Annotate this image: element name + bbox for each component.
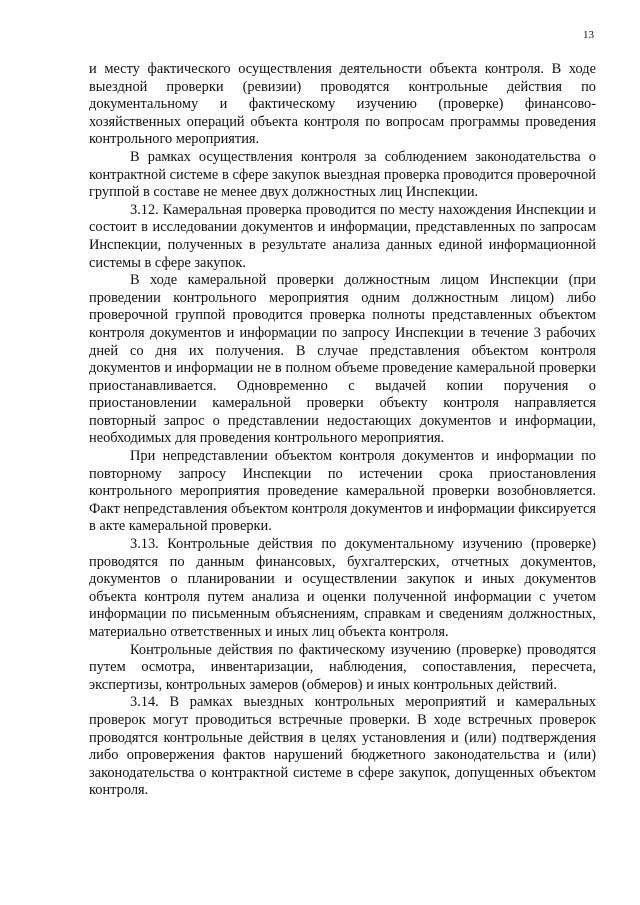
paragraph-4: В ходе камеральной проверки должностным лицом Инспекции (при проведении контрольного мероприятия одним должностным лицом) либо проверочной группой проводится проверка полноты представленных объектом контроля документов и информации по запросу Инспекции в течение 3 рабочих дней со дня их получения. В случае представления объектом контроля документов и информации не в полном объеме проведение камеральной проверки приостанавливается. Одновременно с выдачей копии поручения о приостановлении камеральной проверки объекту контроля направляется повторный запрос о представлении недостающих документов и информации, необходимых для проведения контрольного мероприятия. — [89, 272, 596, 447]
paragraph-7: Контрольные действия по фактическому изучению (проверке) проводятся путем осмотра, инвентаризации, наблюдения, сопоставления, пересчета, экспертизы, контрольных замеров (обмеров) и иных контрольных действий. — [89, 641, 596, 693]
paragraph-3-14-counter-checks: 3.14. В рамках выездных контрольных мероприятий и камеральных проверок могут проводиться встречные проверки. В ходе встречных проверок проводятся контрольные действия в целях установления и (или) подтверждения либо опровержения фактов нарушений бюджетного законодательства и (или) законодательства о контрактной системе в сфере закупок, допущенных объектом контроля. — [89, 694, 596, 799]
paragraph-2: В рамках осуществления контроля за соблюдением законодательства о контрактной системе в сфере закупок выездная проверка проводится проверочной группой в составе не менее двух должностных лиц Инспекции. — [89, 148, 596, 201]
paragraph-3-13-documentary-review: 3.13. Контрольные действия по документальному изучению (проверке) проводятся по данным финансовых, бухгалтерских, отчетных документов, документов о планировании и осуществлении закупок и иных документов объекта контроля путем анализа и оценки полученной информации с учетом информации по письменным объяснениям, справкам и сведениям должностных, материально ответственных и иных лиц объекта контроля. — [89, 536, 596, 640]
paragraph-5: При непредставлении объектом контроля документов и информации по повторному запросу Инспекции по истечении срока приостановления контрольного мероприятия проведение камеральной проверки возобновляется. Факт непредставления объектом контроля документов и информации фиксируется в акте камеральной проверки. — [89, 448, 596, 535]
paragraph-3-12-desk-audit: 3.12. Камеральная проверка проводится по месту нахождения Инспекции и состоит в исследовании документов и информации, представленных по запросам Инспекции, полученных в результате анализа данных единой информационной системы в сфере закупок. — [89, 201, 596, 271]
paragraph-1: и месту фактического осуществления деятельности объекта контроля. В ходе выездной проверки (ревизии) проводятся контрольные действия по документальному и фактическому изучению (проверке) финансово-хозяйственных операций объекта контроля по вопросам программы проведения контрольного мероприятия. — [89, 61, 596, 148]
page-number: 13 — [583, 29, 594, 41]
document-body — [89, 61, 596, 800]
